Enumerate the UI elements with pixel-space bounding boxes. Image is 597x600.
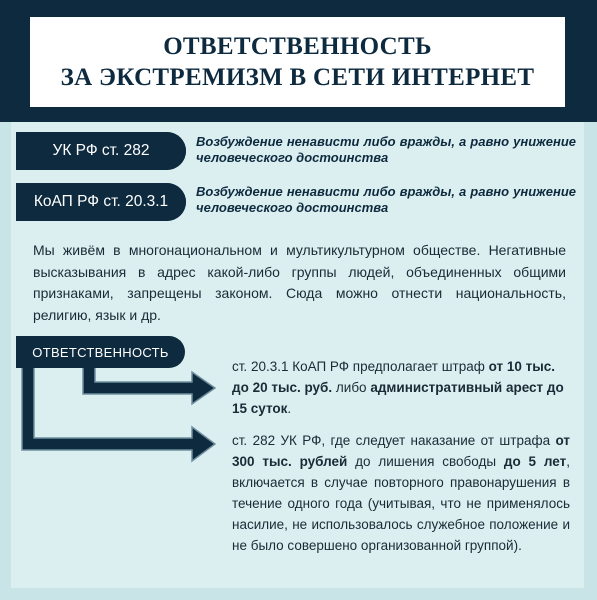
penalty-koap-part-2: либо	[332, 380, 371, 395]
title-line-1: ОТВЕТСТВЕННОСТЬ	[163, 33, 432, 60]
responsibility-label: ОТВЕТСТВЕННОСТЬ	[16, 336, 185, 368]
penalty-koap-text	[232, 356, 570, 419]
law-description-uk-282: Возбуждение ненависти либо вражды, а равно унижение человеческого достоинства	[196, 134, 576, 165]
penalty-koap-arrest: административный арест до 15 суток	[232, 380, 564, 416]
arrow-to-uk	[22, 362, 215, 461]
law-description-koap-20-3-1: Возбуждение ненависти либо вражды, а равно унижение человеческого достоинства	[196, 184, 576, 215]
penalty-uk-part-2: до лишения свободы	[347, 454, 504, 469]
penalty-uk-part-1: ст. 282 УК РФ, где следует наказание от штрафа	[232, 433, 556, 448]
penalty-koap-fine: от 10 тыс. до 20 тыс. руб.	[232, 359, 556, 395]
arrow-to-koap	[83, 362, 215, 404]
title-line-2: ЗА ЭКСТРЕМИЗМ В СЕТИ ИНТЕРНЕТ	[60, 64, 535, 91]
law-tag-koap-20-3-1: КоАП РФ ст. 20.3.1	[16, 183, 186, 221]
penalty-uk-part-3: , включается в случае повторного правонарушения в течение одного года (учитывая, что не применялось насилие, не использовалось служебное положение и не было совершено организованной группой).	[232, 454, 570, 553]
penalty-koap-part-3: .	[287, 401, 292, 416]
penalty-uk-prison: до 5 лет	[503, 454, 567, 469]
law-tag-uk-282: УК РФ ст. 282	[16, 132, 186, 170]
penalty-uk-text	[232, 430, 570, 556]
penalty-koap-part-1: ст. 20.3.1 КоАП РФ предполагает штраф	[232, 359, 489, 374]
intro-paragraph: Мы живём в многонациональном и мультикультурном обществе. Негативные высказывания в адрес какой-либо группы людей, объединенных общими признаками, запрещены законом. Сюда можно отнести национальность, религию, язык и др.	[33, 242, 566, 323]
penalty-uk-fine: от 300 тыс. рублей	[232, 433, 570, 469]
